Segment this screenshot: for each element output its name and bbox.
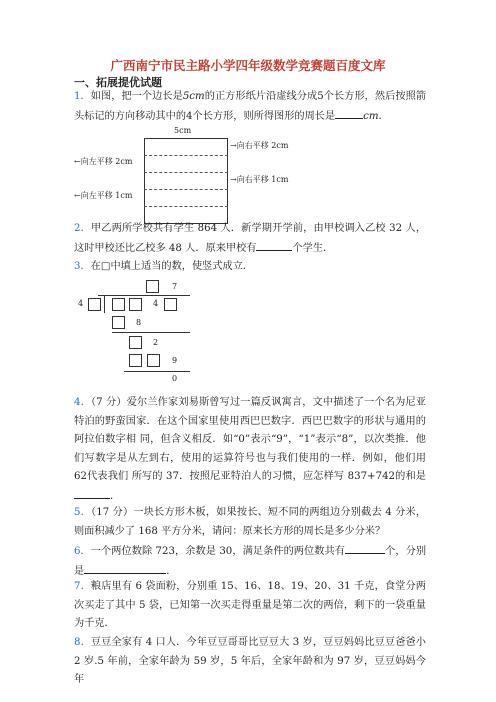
- answer-blank[interactable]: [335, 107, 363, 119]
- shift-right-2cm-label: →向右平移 2cm: [230, 141, 289, 150]
- problem-7: 7．粮店里有 6 袋面粉，分别重 15、16、18、19、20、31 千克，食堂分两次买走了其中 5 袋，已知第一次买走得重量是第二次的两倍，剩下的一袋重量为千克．: [74, 581, 426, 629]
- long-division-diagram: 7 4 4 8 2 9 0: [74, 278, 214, 388]
- blank-box[interactable]: [88, 298, 101, 311]
- blank-box[interactable]: [129, 336, 142, 349]
- divisor-label: 4: [78, 299, 84, 308]
- blank-box[interactable]: [164, 298, 177, 311]
- blank-box[interactable]: [147, 354, 160, 367]
- problem-3: 3．在□中填上适当的数，使竖式成立．: [74, 261, 254, 272]
- answer-blank[interactable]: [84, 562, 166, 574]
- problem-5: 5．（17 分）一块长方形木板，如果按长、短不同的两组边分别截去 4 分米，则面积减少了 168 平方分米，请问：原来长方形的周长是多少分米？: [74, 507, 427, 537]
- section-heading: 一、拓展提优试题: [74, 76, 162, 89]
- problem-number: 7．: [74, 581, 91, 592]
- problem-1: 1．如图，把一个边长是5cm的正方形纸片沿虚线分成5个长方形，然后按照箭头标记的方向移动其中的4个长方形，则所得图形的周长是 cm．: [74, 91, 427, 122]
- answer-blank[interactable]: [74, 487, 110, 499]
- shift-left-2cm-label: ←向左平移 2cm: [74, 157, 133, 166]
- problem-number: 4．: [74, 397, 91, 408]
- document-title: 广西南宁市民主路小学四年级数学竞赛题百度文库: [110, 58, 386, 73]
- answer-blank[interactable]: [345, 542, 385, 554]
- problem-6: 6．一个两位数除 723，余数是 30，满足条件的两位数共有 个，分别是 ．: [74, 542, 426, 581]
- problem-number: 3．: [74, 261, 91, 272]
- square: [144, 138, 228, 224]
- rectangle-diagram: [74, 126, 304, 216]
- problem-8: 8．豆豆全家有 4 口人．今年豆豆哥哥比豆豆大 3 岁，豆豆妈妈比豆豆爸爸小 2 岁.5 年前，全家年龄为 59 岁，5 年后，全家年龄和为 97 岁，豆豆妈妈今年: [74, 637, 426, 685]
- problem-number: 6．: [74, 546, 91, 557]
- problem-4: 4．（7 分）爱尔兰作家刘易斯曾写过一篇反讽寓言，文中描述了一个名为尼亚特泊的野蛮国家．在这个国家里使用西巴巴数字．西巴巴数字的形状与通用的阿拉伯数字相 同，但含义相反．如“0”表示“9”，“1”表示“8”，以次类推．他们写数字是从左到右，使用的运算符号也与我们使用的一样．例如，他们用 62代表我们 所写的 37．按照尼亚特泊人的习惯，应怎样写 837+742的和是．: [74, 397, 426, 502]
- blank-box[interactable]: [129, 298, 142, 311]
- problem-number: 5．: [74, 507, 92, 518]
- blank-box[interactable]: [112, 316, 125, 329]
- shift-left-1cm-label: ←向左平移 1cm: [74, 191, 133, 200]
- problem-number: 1．: [74, 91, 91, 102]
- shift-right-1cm-label: →向右平移 1cm: [230, 175, 289, 184]
- problem-number: 8．: [74, 637, 91, 648]
- problem-number: 2．: [74, 223, 91, 234]
- answer-blank[interactable]: [256, 239, 292, 251]
- blank-box[interactable]: [112, 298, 125, 311]
- blank-box[interactable]: [146, 280, 159, 293]
- problem-2: 2．甲乙两所学校共有学生 864 人．新学期开学前，由甲校调入乙校 32 人，这时甲校还比乙校多 48 人．原来甲校有 个学生．: [74, 223, 427, 254]
- blank-box[interactable]: [129, 354, 142, 367]
- side-length-label: 5cm: [174, 126, 192, 135]
